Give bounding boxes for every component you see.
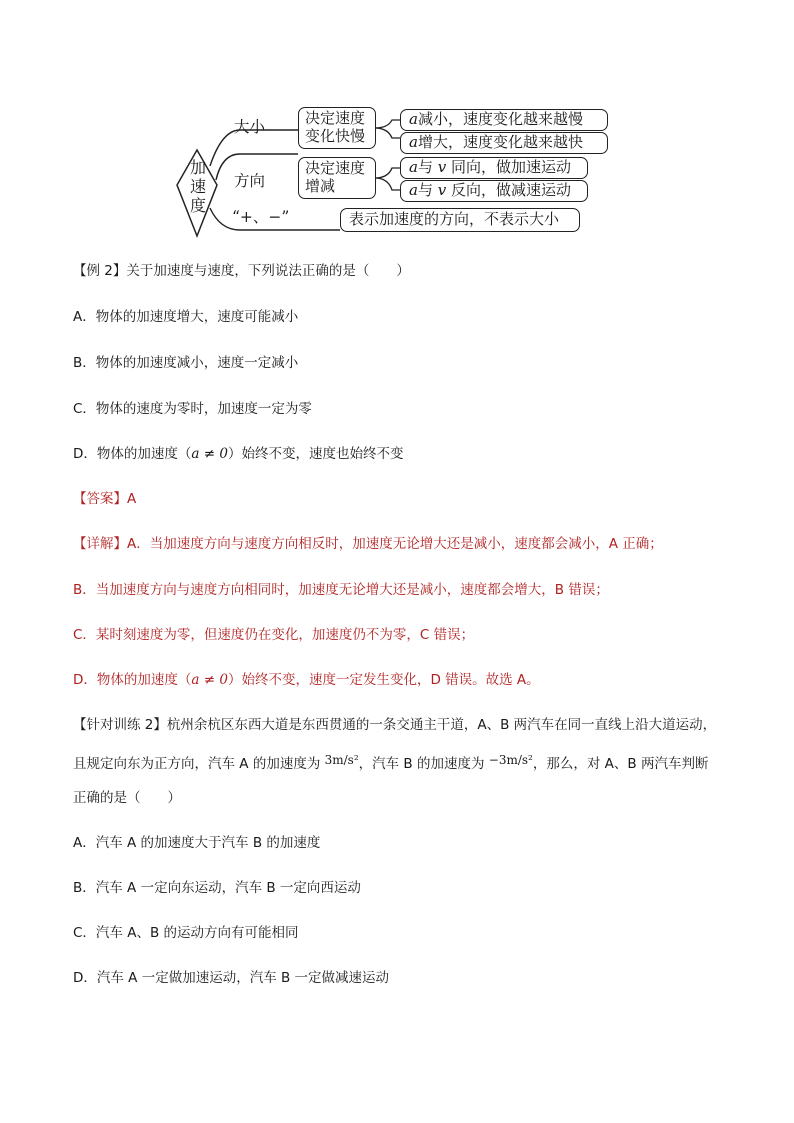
acceleration-concept-diagram bbox=[170, 100, 620, 240]
box-line: 变化快慢 bbox=[305, 127, 366, 145]
explain-line-4 bbox=[73, 674, 540, 688]
box-determine-increase bbox=[298, 157, 376, 199]
accel-value-a: 3m/s² bbox=[324, 753, 359, 767]
explain-line-1: 【详解】A．当加速度方向与速度方向相反时，加速度无论增大还是减小，速度都会减小，A 正确； bbox=[73, 536, 663, 552]
result-text: 反向，做减速运动 bbox=[446, 181, 571, 199]
example2-option-c: C．物体的速度为零时，加速度一定为零 bbox=[73, 401, 312, 417]
var-a: a bbox=[409, 158, 418, 176]
diagram-hub-acceleration bbox=[188, 158, 208, 215]
training2-line-2 bbox=[73, 753, 709, 772]
text: 且规定向东为正方向，汽车 A 的加速度为 bbox=[73, 756, 325, 772]
box-determine-change-rate bbox=[298, 107, 376, 149]
math-a-not-zero: a ≠ 0 bbox=[191, 446, 228, 462]
explain-line-3: C．某时刻速度为零，但速度仍在变化，加速度仍不为零，C 错误； bbox=[73, 627, 475, 643]
text: D．物体的加速度（ bbox=[73, 672, 192, 688]
training2-line-1: 【针对训练 2】杭州余杭区东西大道是东西贯通的一条交通主干道，A、B 两汽车在同一直线上沿大道运动， bbox=[73, 717, 717, 733]
training2-line-3: 正确的是（ ） bbox=[73, 790, 181, 806]
training2-option-d: D．汽车 A 一定做加速运动，汽车 B 一定做减速运动 bbox=[73, 970, 390, 986]
math-a-not-zero: a ≠ 0 bbox=[191, 672, 228, 688]
result-opposite-direction bbox=[400, 180, 588, 202]
hub-char: 度 bbox=[189, 196, 206, 215]
accel-value-b: −3m/s² bbox=[488, 753, 533, 767]
result-a-increase bbox=[400, 132, 608, 154]
branch-label-sign: “+、−” bbox=[232, 208, 290, 226]
example2-option-b: B．物体的加速度减小，速度一定减小 bbox=[73, 355, 299, 371]
branch-label-size: 大小 bbox=[234, 118, 266, 136]
box-line: 增减 bbox=[305, 177, 336, 195]
var-v: v bbox=[437, 158, 447, 176]
text: D．物体的加速度（ bbox=[73, 446, 192, 462]
example2-question: 【例 2】关于加速度与速度，下列说法正确的是（ ） bbox=[73, 263, 410, 279]
result-a-decrease bbox=[400, 109, 608, 131]
var-a: a bbox=[409, 133, 418, 151]
branch-label-direction: 方向 bbox=[234, 172, 266, 190]
hub-char: 速 bbox=[189, 177, 206, 196]
result-text: 减小，速度变化越来越慢 bbox=[417, 110, 583, 128]
result-same-direction bbox=[400, 157, 588, 179]
training2-option-a: A．汽车 A 的加速度大于汽车 B 的加速度 bbox=[73, 835, 321, 851]
result-text: 与 bbox=[417, 158, 438, 176]
explain-line-2: B．当加速度方向与速度方向相同时，加速度无论增大还是减小，速度都会增大，B 错误； bbox=[73, 582, 609, 598]
box-line: 决定速度 bbox=[305, 109, 366, 127]
example2-option-a: A．物体的加速度增大，速度可能减小 bbox=[73, 309, 299, 325]
box-line: 决定速度 bbox=[305, 159, 366, 177]
training2-option-c: C．汽车 A、B 的运动方向有可能相同 bbox=[73, 925, 299, 941]
text: ）始终不变，速度也始终不变 bbox=[227, 446, 404, 462]
example2-option-d bbox=[73, 448, 403, 462]
training2-option-b: B．汽车 A 一定向东运动，汽车 B 一定向西运动 bbox=[73, 880, 361, 896]
result-text: 与 bbox=[417, 181, 438, 199]
result-sign-meaning: 表示加速度的方向，不表示大小 bbox=[340, 208, 580, 232]
text: ，那么，对 A、B 两汽车判断 bbox=[532, 756, 709, 772]
var-v: v bbox=[437, 181, 447, 199]
var-a: a bbox=[409, 110, 418, 128]
var-a: a bbox=[409, 181, 418, 199]
result-text: 同向，做加速运动 bbox=[446, 158, 571, 176]
text: ）始终不变，速度一定发生变化，D 错误。故选 A。 bbox=[227, 672, 540, 688]
answer: 【答案】A bbox=[73, 491, 137, 507]
hub-char: 加 bbox=[189, 158, 206, 177]
text: ，汽车 B 的加速度为 bbox=[358, 756, 489, 772]
result-text: 增大，速度变化越来越快 bbox=[417, 133, 583, 151]
